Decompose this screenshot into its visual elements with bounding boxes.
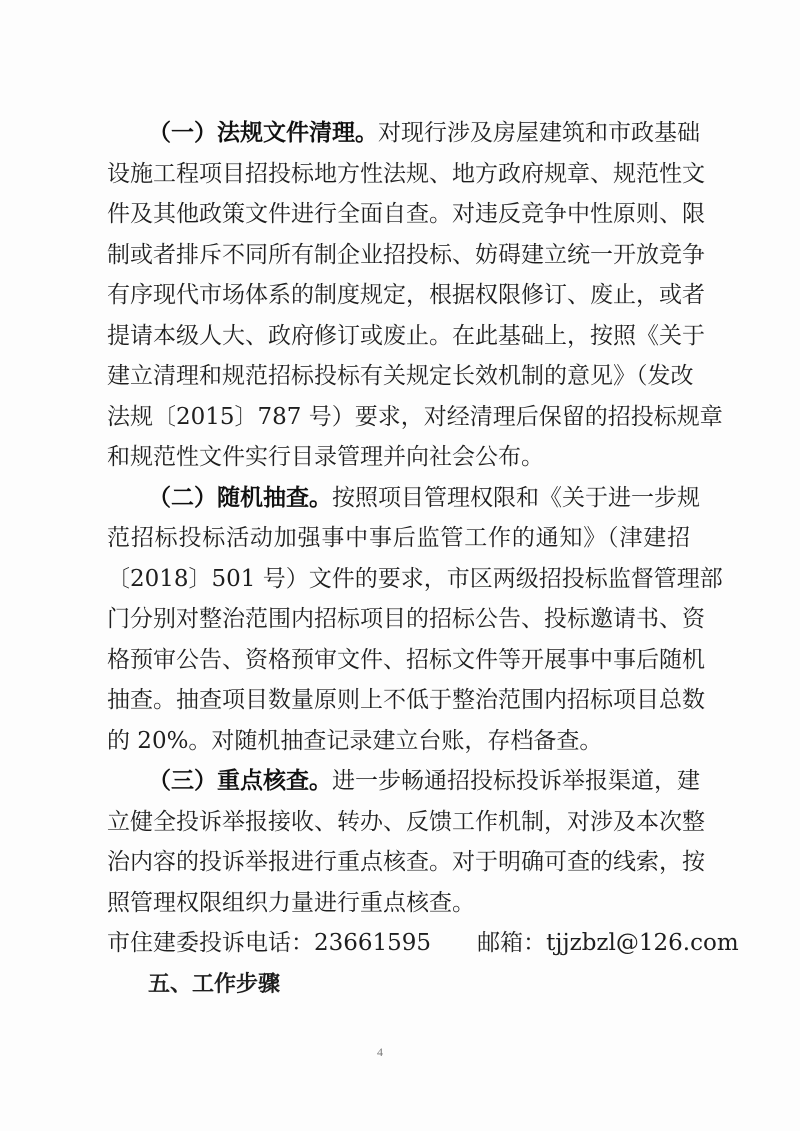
- line-text: 和规范性文件实行目录管理并向社会公布。: [107, 444, 544, 470]
- line-text: 抽查。抽查项目数量原则上不低于整治范围内招标项目总数: [107, 687, 705, 713]
- line-text: 件及其他政策文件进行全面自查。对违反竞争中性原则、限: [107, 201, 705, 227]
- line-text: 有序现代市场体系的制度规定，根据权限修订、废止，或者: [107, 282, 705, 308]
- text-line: [107, 316, 705, 356]
- line-text: 进一步畅通招投标投诉举报渠道，建: [332, 768, 700, 794]
- text-line: [107, 437, 690, 477]
- line-text: 市住建委投诉电话：23661595 邮箱：tjjzbzl@126.com: [107, 930, 739, 956]
- line-text: 法规〔2015〕787 号）要求，对经清理后保留的招投标规章: [107, 403, 723, 430]
- line-text: 〔2018〕501 号）文件的要求，市区两级招投标监督管理部: [107, 565, 723, 592]
- text-line: [107, 802, 705, 842]
- text-line: [148, 478, 700, 518]
- line-text: 立健全投诉举报接收、转办、反馈工作机制，对涉及本次整: [107, 808, 705, 835]
- line-text: 设施工程项目招投标地方性法规、地方政府规章、规范性文: [107, 160, 705, 187]
- section-heading: [148, 964, 690, 1004]
- text-line: [107, 518, 690, 558]
- text-line: [107, 640, 705, 680]
- text-line: [107, 842, 705, 882]
- text-line: [107, 194, 705, 234]
- text-line: [107, 235, 705, 275]
- line-text: 门分别对整治范围内招标项目的招标公告、投标邀请书、资: [107, 606, 705, 632]
- text-line: [107, 397, 723, 437]
- line-text: 按照项目管理权限和《关于进一步规: [332, 484, 700, 511]
- line-text: 格预审公告、资格预审文件、招标文件等开展事中事后随机: [107, 646, 705, 673]
- text-line: [107, 275, 705, 315]
- text-line: [107, 923, 739, 963]
- text-line: [107, 599, 705, 639]
- text-line: [107, 559, 723, 599]
- page-number: 4: [377, 1045, 383, 1059]
- subsection-title: （三）重点核查。: [148, 767, 332, 794]
- line-text: 治内容的投诉举报进行重点核查。对于明确可查的线索，按: [107, 849, 705, 875]
- line-text: 照管理权限组织力量进行重点核查。: [107, 889, 475, 916]
- subsection-title: （一）法规文件清理。: [148, 119, 378, 146]
- line-text: 范招标投标活动加强事中事后监管工作的通知》（津建招: [107, 525, 690, 551]
- line-text: 对现行涉及房屋建筑和市政基础: [378, 120, 700, 146]
- text-line: [107, 721, 690, 761]
- line-text: 制或者排斥不同所有制企业招投标、妨碍建立统一开放竞争: [107, 241, 705, 268]
- text-line: [107, 680, 705, 720]
- text-line: [107, 154, 705, 194]
- section-heading-text: 五、工作步骤: [148, 971, 281, 997]
- text-line: [148, 761, 700, 801]
- text-line: [107, 356, 694, 396]
- subsection-title: （二）随机抽查。: [148, 483, 332, 511]
- line-text: 建立清理和规范招标投标有关规定长效机制的意见》（发改: [107, 363, 694, 389]
- text-line: [107, 883, 690, 923]
- line-text: 提请本级人大、政府修订或废止。在此基础上，按照《关于: [107, 322, 705, 349]
- line-text: 的 20%。对随机抽查记录建立台账，存档备查。: [107, 727, 603, 754]
- text-line: [148, 113, 700, 153]
